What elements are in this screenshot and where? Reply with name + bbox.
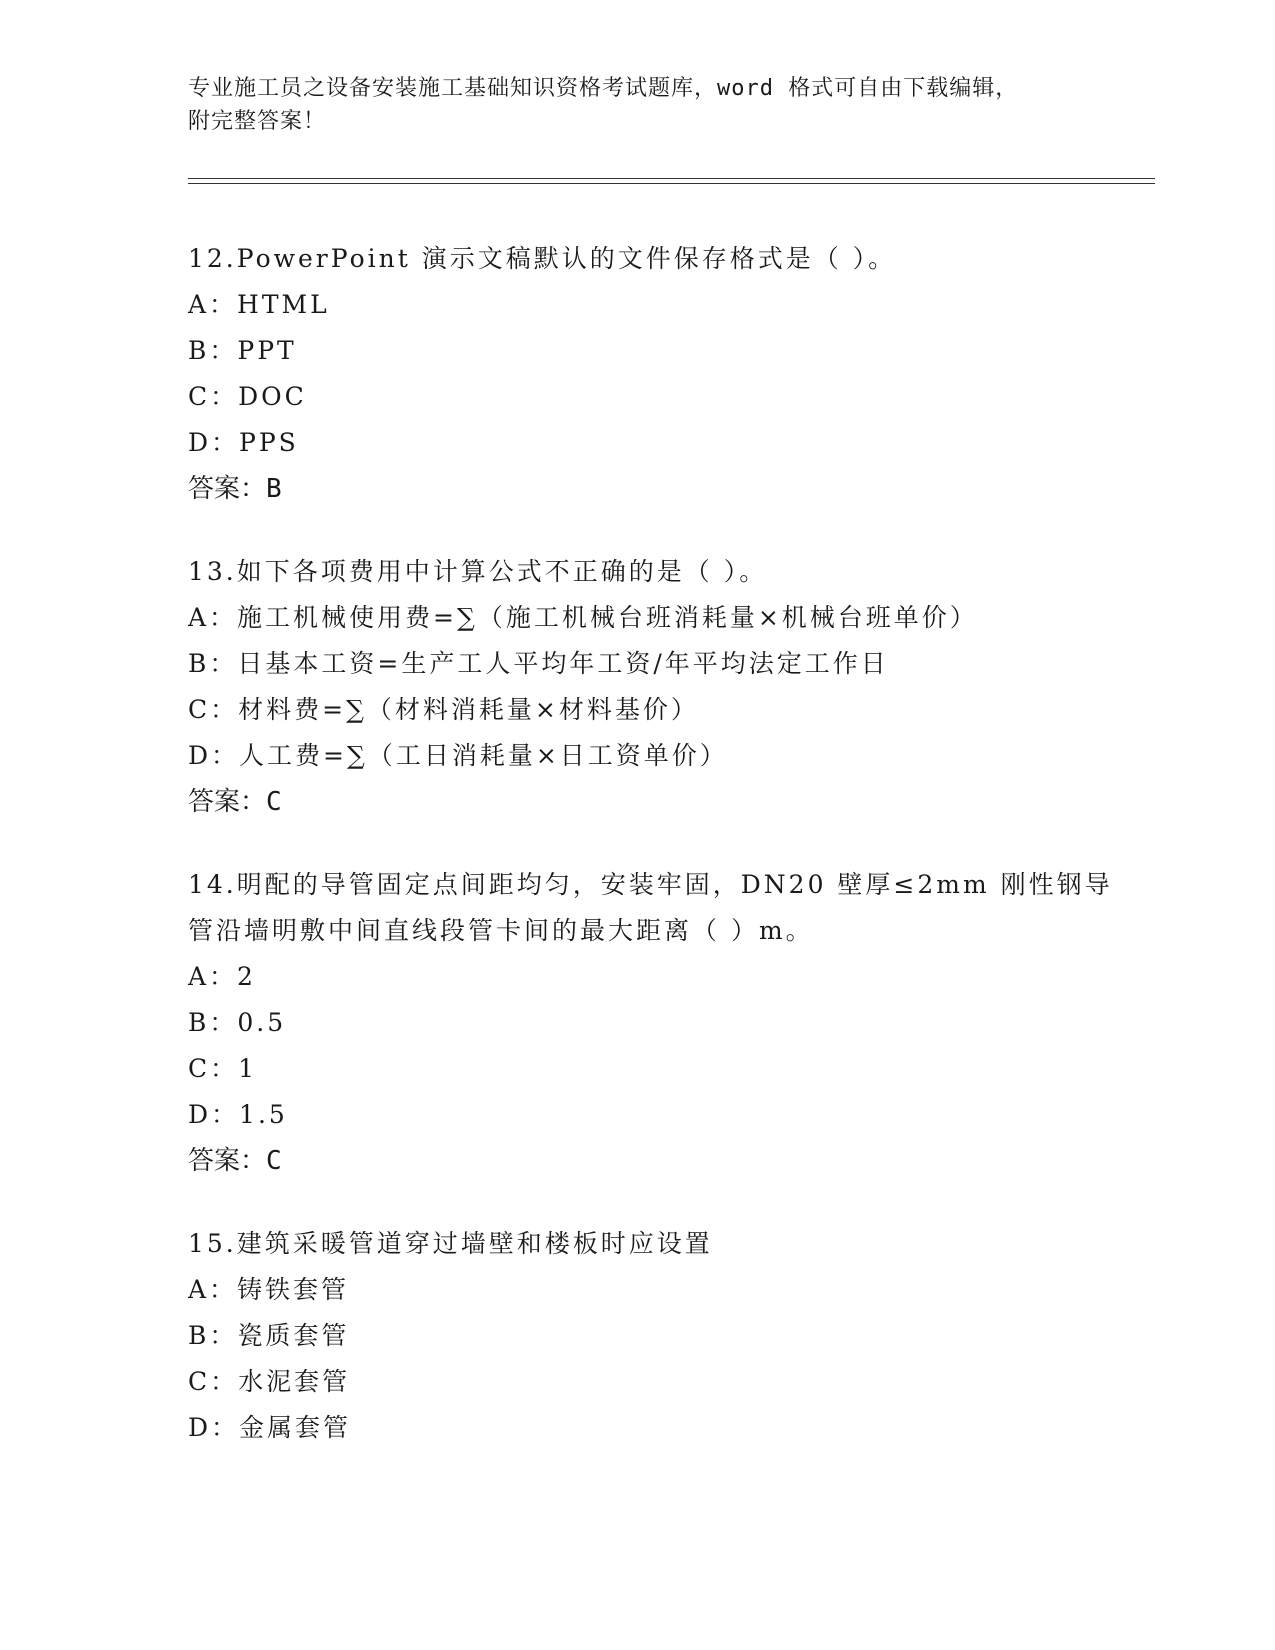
option-b: B：0.5 (188, 1008, 287, 1037)
document-header (188, 72, 1088, 138)
header-line-2: 附完整答案！ (188, 109, 327, 134)
option-d: D：1.5 (188, 1100, 288, 1129)
option-d: D：人工费=∑（工日消耗量×日工资单价） (188, 741, 728, 770)
option-b: B：瓷质套管 (188, 1321, 350, 1350)
question-15 (188, 1221, 1188, 1451)
option-c: C：水泥套管 (188, 1367, 351, 1396)
option-a: A：铸铁套管 (188, 1275, 350, 1304)
question-stem: 14.明配的导管固定点间距均匀，安装牢固，DN20 壁厚≤2mm 刚性钢导 (188, 870, 1113, 899)
option-a: A：施工机械使用费=∑（施工机械台班消耗量×机械台班单价） (188, 603, 978, 632)
question-13 (188, 549, 1188, 825)
question-12 (188, 236, 1188, 512)
answer-line: 答案：B (188, 474, 282, 504)
option-d: D：金属套管 (188, 1413, 352, 1442)
question-stem: 12.PowerPoint 演示文稿默认的文件保存格式是（ ）。 (188, 244, 897, 273)
answer-line: 答案：C (188, 787, 282, 817)
question-list (188, 236, 1188, 1488)
option-d: D：PPS (188, 428, 299, 457)
answer-line: 答案：C (188, 1146, 282, 1176)
option-c: C：DOC (188, 382, 307, 411)
question-stem: 13.如下各项费用中计算公式不正确的是（ ）。 (188, 557, 768, 586)
option-a: A：HTML (188, 290, 330, 319)
header-divider (188, 178, 1155, 184)
option-a: A：2 (188, 962, 256, 991)
option-b: B：日基本工资=生产工人平均年工资/年平均法定工作日 (188, 649, 889, 678)
option-b: B：PPT (188, 336, 297, 365)
question-stem: 15.建筑采暖管道穿过墙壁和楼板时应设置 (188, 1229, 713, 1258)
option-c: C：材料费=∑（材料消耗量×材料基价） (188, 695, 699, 724)
question-stem-continued: 管沿墙明敷中间直线段管卡间的最大距离（ ）m。 (188, 916, 814, 945)
header-line-1: 专业施工员之设备安装施工基础知识资格考试题库，word 格式可自由下载编辑， (188, 76, 1019, 101)
question-14 (188, 862, 1188, 1184)
option-c: C：1 (188, 1054, 258, 1083)
